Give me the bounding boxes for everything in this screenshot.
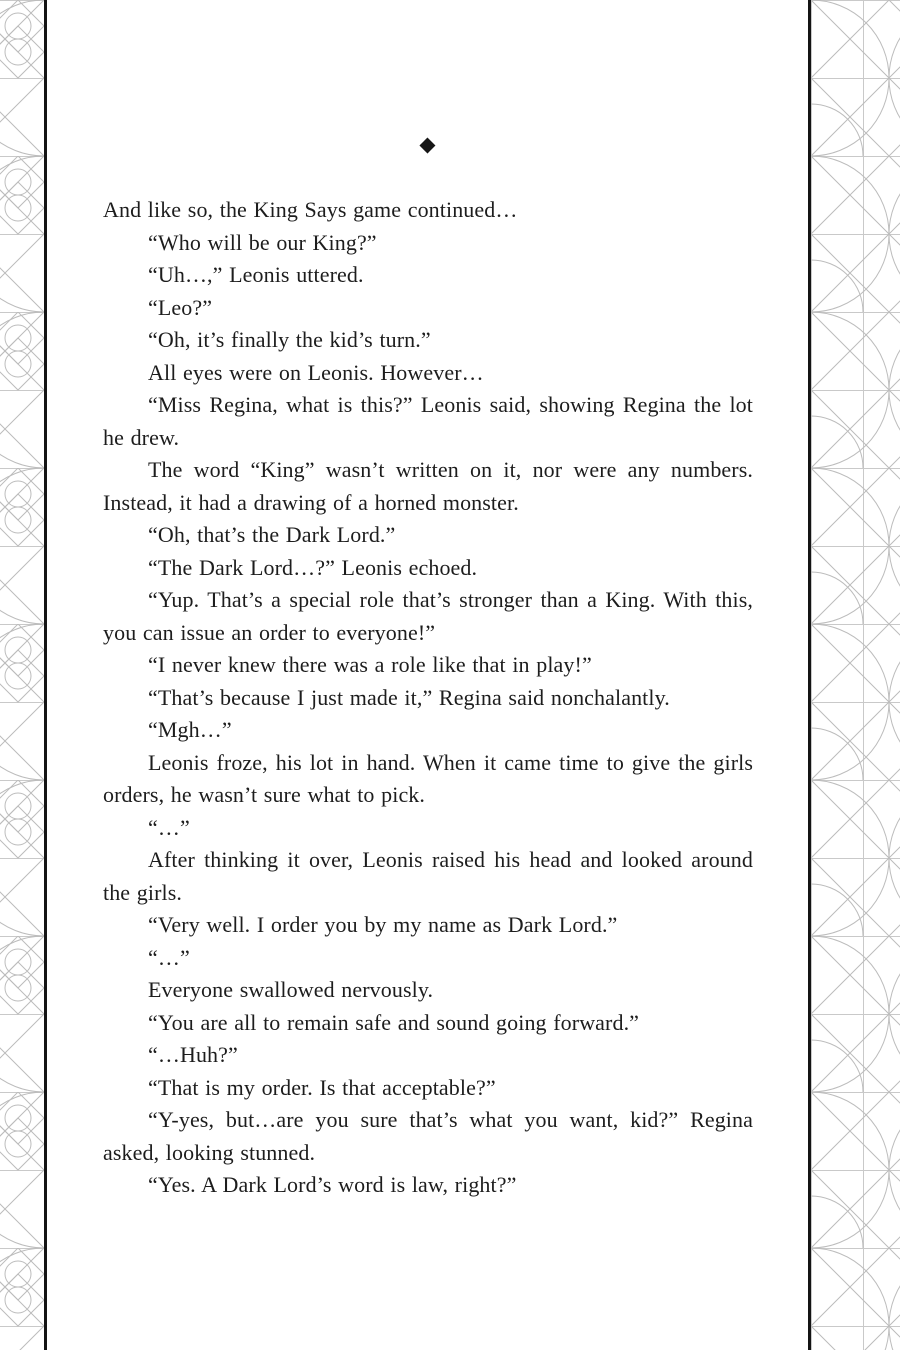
paragraph: “…” [148,944,190,970]
paragraph: “Miss Regina, what is this?” Leonis said, showing Regina the lot he drew. [103,392,753,450]
paragraph: “Who will be our King?” [148,229,377,255]
section-break-diamond-icon: ◆ [419,132,436,156]
paragraph: And like so, the King Says game continued… [103,197,518,222]
body-text [103,194,753,1202]
paragraph: “…Huh?” [148,1042,238,1067]
paragraph: “Oh, that’s the Dark Lord.” [148,522,396,547]
paragraph: “…” [148,814,190,840]
left-border-pattern [0,0,44,1350]
right-border-pattern [811,0,900,1350]
paragraph: “Oh, it’s finally the kid’s turn.” [148,327,431,352]
paragraph: Leonis froze, his lot in hand. When it came time to give the girls orders, he wasn’t sure what to pick. [103,749,753,807]
paragraph: “Leo?” [148,294,213,320]
paragraph: “Yup. That’s a special role that’s stronger than a King. With this, you can issue an order to everyone!” [103,587,753,645]
paragraph: “You are all to remain safe and sound going forward.” [148,1009,640,1035]
paragraph: Everyone swallowed nervously. [148,977,434,1002]
paragraph: “Uh…,” Leonis uttered. [148,262,364,287]
content-sheet [44,0,811,1350]
paragraph: “Yes. A Dark Lord’s word is law, right?” [148,1172,517,1197]
paragraph: “Y-yes, but…are you sure that’s what you want, kid?” Regina asked, looking stunned. [103,1107,753,1165]
paragraph: After thinking it over, Leonis raised his head and looked around the girls. [103,847,753,905]
paragraph: “Very well. I order you by my name as Dark Lord.” [148,912,618,937]
paragraph: “That’s because I just made it,” Regina said nonchalantly. [148,684,670,710]
paragraph: The word “King” wasn’t written on it, nor were any numbers. Instead, it had a drawing of a horned monster. [103,457,753,515]
paragraph: “That is my order. Is that acceptable?” [148,1074,496,1100]
paragraph: “I never knew there was a role like that in play!” [148,652,592,677]
paragraph: “The Dark Lord…?” Leonis echoed. [148,554,478,580]
paragraph: “Mgh…” [148,717,232,742]
paragraph: All eyes were on Leonis. However… [148,359,484,385]
